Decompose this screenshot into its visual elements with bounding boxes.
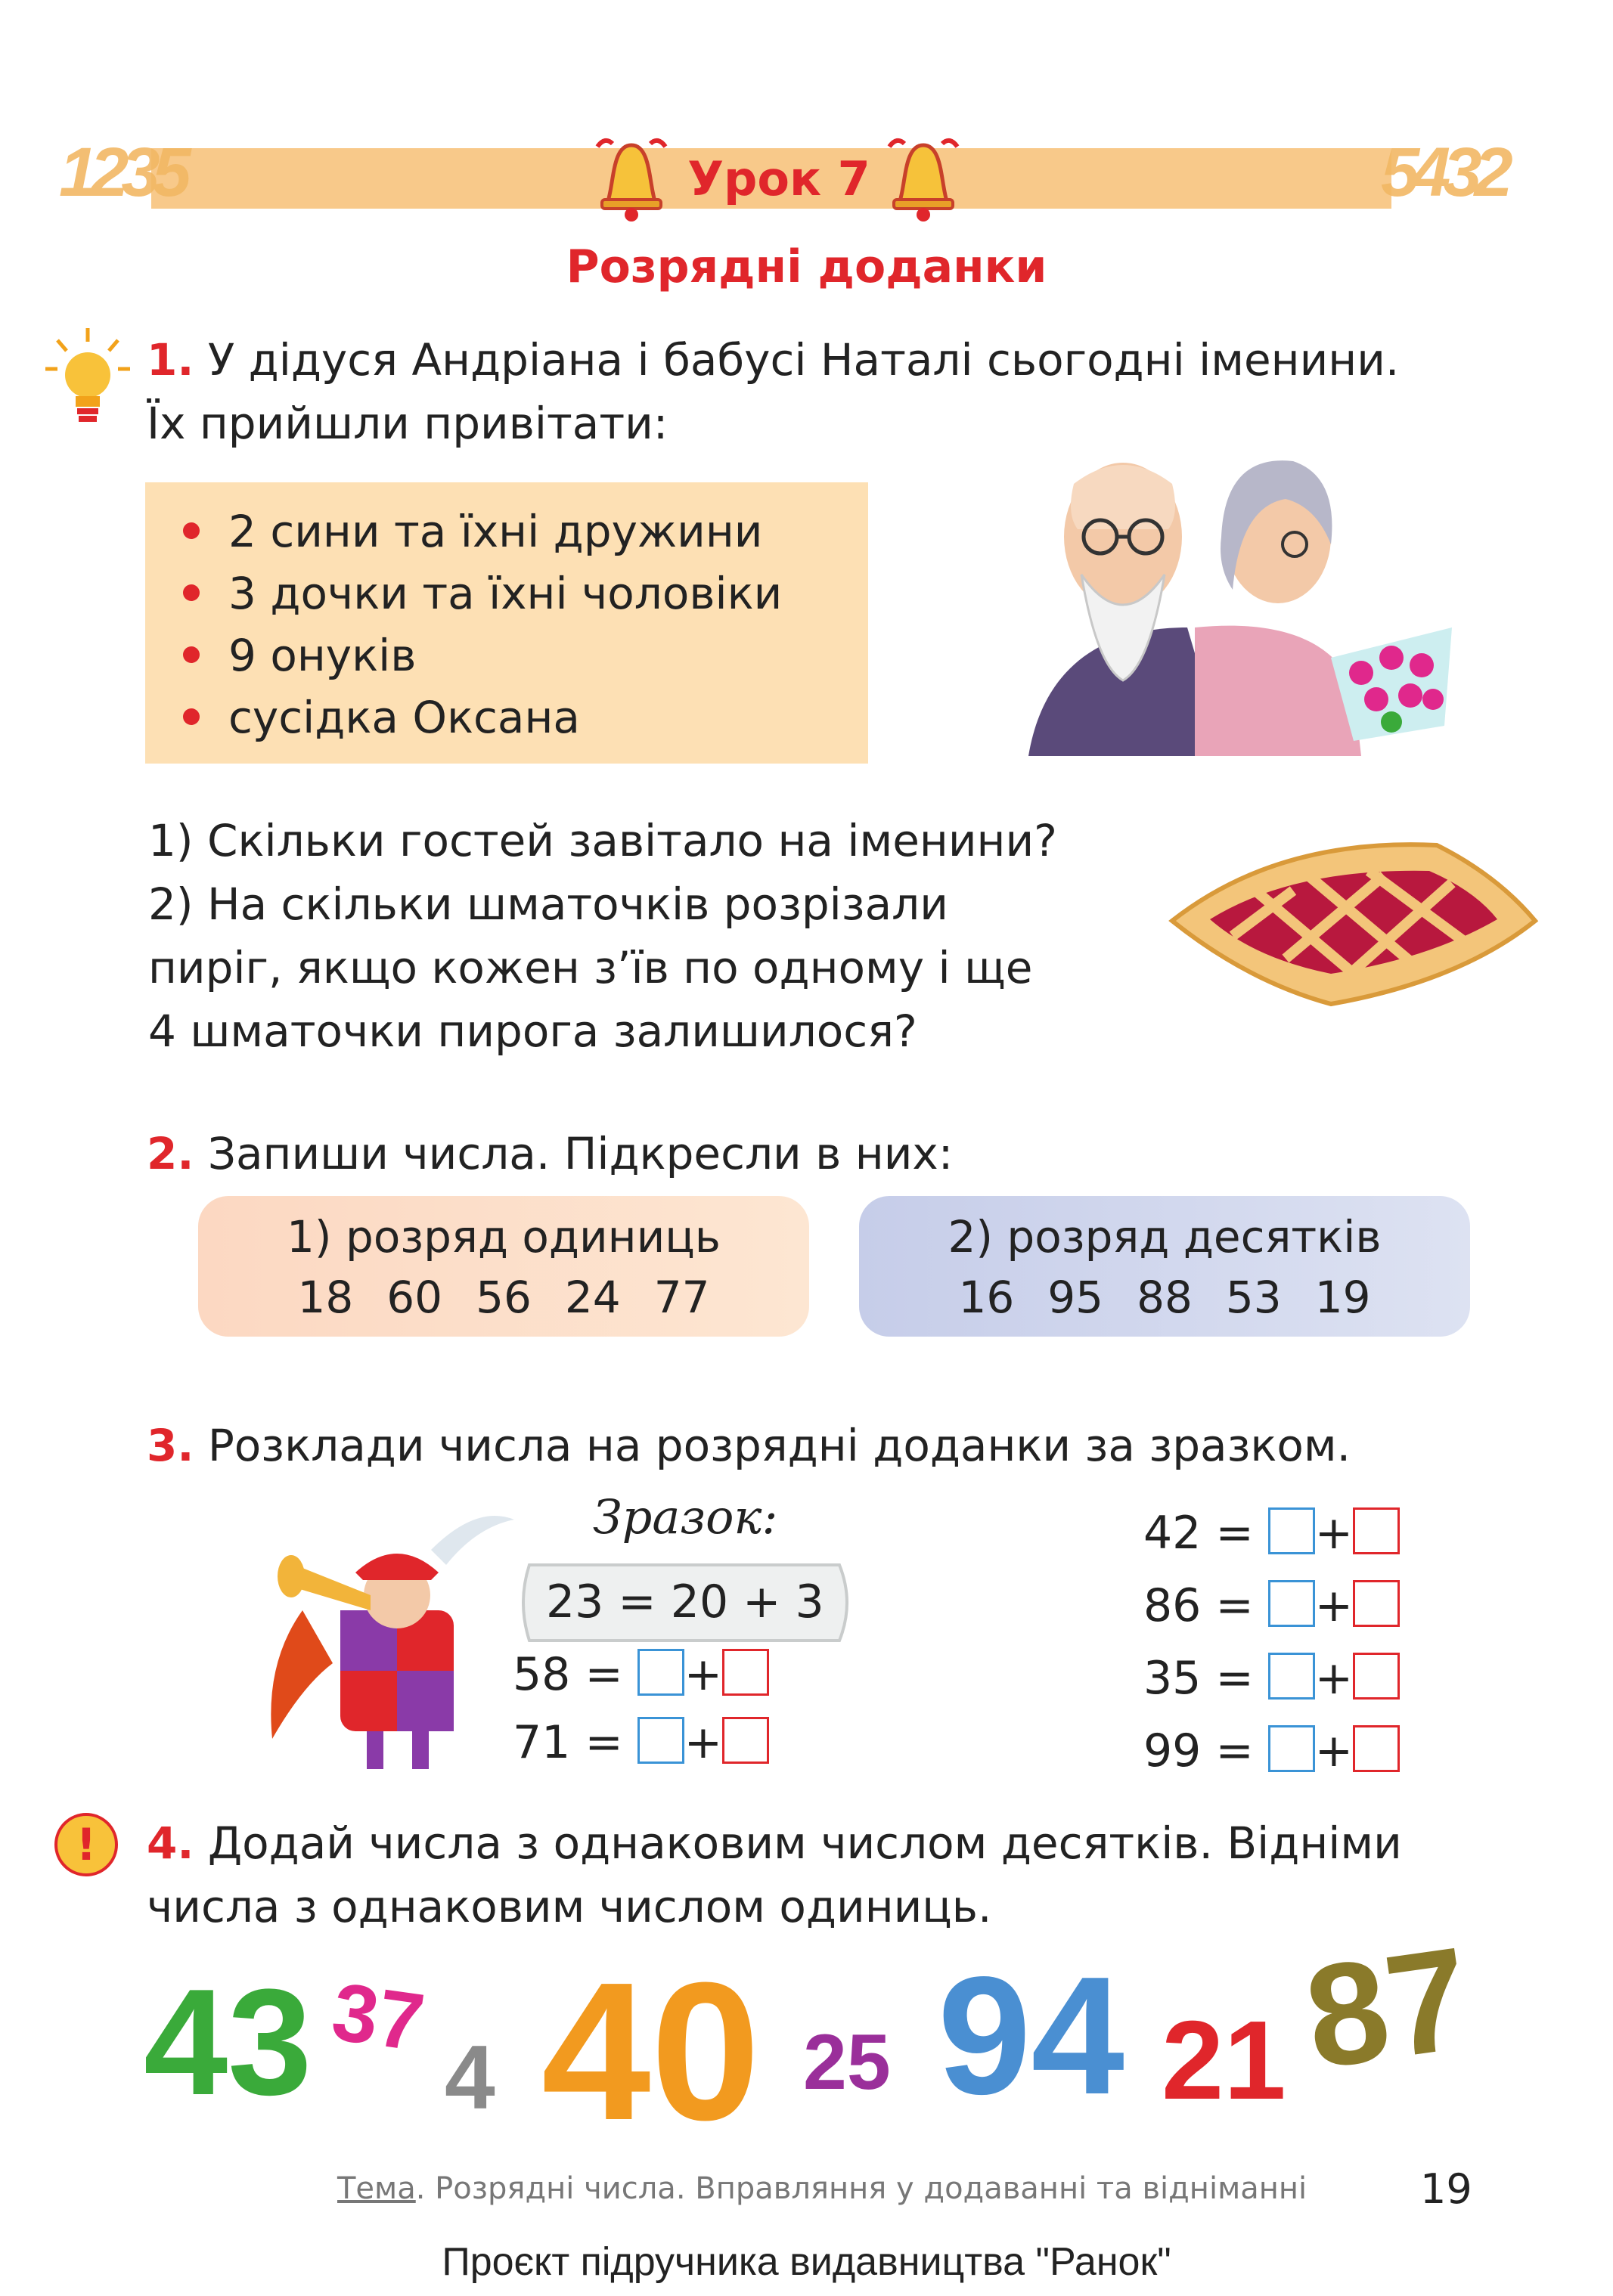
list-item: 3 дочки та їхні чоловіки	[183, 562, 868, 624]
ones-place-card	[198, 1196, 809, 1337]
equation-row: 86 = +	[1143, 1569, 1400, 1642]
page-title: Розрядні доданки	[566, 240, 1047, 293]
number-item: 24	[564, 1272, 621, 1323]
number-item: 88	[1137, 1272, 1193, 1323]
task2-text: Запиши числа. Підкресли в них:	[207, 1128, 954, 1179]
tens-place-card	[859, 1196, 1470, 1337]
task3-number: 3.	[147, 1420, 194, 1471]
equation-row: 71 = +	[513, 1709, 769, 1777]
ones-place-title: 1) розряд одиниць	[287, 1211, 721, 1263]
bullet-icon	[183, 708, 200, 725]
bell-icon-right	[882, 136, 965, 224]
number-21: 21	[1162, 1998, 1286, 2123]
ones-answer-box[interactable]	[1353, 1653, 1400, 1700]
equation-row: 42 = +	[1143, 1497, 1400, 1569]
sample-label: Зразок:	[593, 1489, 778, 1545]
number-item: 16	[958, 1272, 1015, 1323]
tens-place-title: 2) розряд десятків	[948, 1211, 1382, 1263]
number-43: 43	[144, 1958, 312, 2127]
herald-illustration	[257, 1489, 544, 1777]
task2-number: 2.	[147, 1128, 194, 1179]
bullet-icon	[183, 584, 200, 601]
pie-illustration	[1157, 830, 1550, 1012]
tens-answer-box[interactable]	[1268, 1507, 1315, 1554]
topic-label: Тема	[337, 2171, 416, 2206]
number-25: 25	[803, 2019, 891, 2106]
task3-text: Розклади числа на розрядні доданки за зразком.	[207, 1420, 1351, 1471]
ones-answer-box[interactable]	[722, 1717, 769, 1764]
task4-line2: числа з однаковим числом одиниць.	[147, 1881, 992, 1932]
task1-intro-line2: Їх прийшли привітати:	[147, 398, 668, 449]
task3-left-equations	[513, 1641, 769, 1777]
publisher-note: Проєкт підручника видавництва "Ранок"	[442, 2240, 1171, 2284]
number-item: 53	[1225, 1272, 1282, 1323]
number-94: 94	[938, 1942, 1124, 2130]
tens-answer-box[interactable]	[637, 1649, 684, 1696]
bullet-icon	[183, 646, 200, 663]
attention-icon: !	[54, 1813, 118, 1876]
lightbulb-icon	[42, 325, 133, 446]
task1-questions	[148, 809, 1162, 1063]
number-87: 87	[1296, 1916, 1479, 2099]
tens-answer-box[interactable]	[1268, 1580, 1315, 1627]
header-deco-right: 5432	[1381, 134, 1506, 211]
task1-intro	[147, 328, 1508, 455]
page-number: 19	[1420, 2165, 1472, 2213]
ones-answer-box[interactable]	[722, 1649, 769, 1696]
task4-instruction	[147, 1811, 1553, 1938]
equation-row: 99 = +	[1143, 1715, 1400, 1787]
ones-answer-box[interactable]	[1353, 1580, 1400, 1627]
task3-instruction	[147, 1414, 1553, 1477]
task1-question1: 1) Скільки гостей завітало на іменини?	[148, 815, 1057, 866]
lesson-title: Урок 7	[687, 150, 870, 206]
topic-footer	[337, 2171, 1307, 2206]
task1-question2-line1: 2) На скільки шматочків розрізали	[148, 878, 948, 930]
guest-list	[145, 482, 868, 748]
task1-number: 1.	[147, 334, 194, 386]
grandparents-illustration	[998, 438, 1467, 764]
task1-intro-line1: У дідуся Андріана і бабусі Наталі сьогодні іменини.	[207, 334, 1400, 386]
number-item: 95	[1047, 1272, 1104, 1323]
tens-answer-box[interactable]	[1268, 1653, 1315, 1700]
task1-question2-line2: пиріг, якщо кожен з’їв по одному і ще	[148, 942, 1033, 993]
bullet-icon	[183, 522, 200, 539]
number-item: 18	[297, 1272, 354, 1323]
number-4: 4	[445, 2027, 495, 2128]
task1-question2-line3: 4 шматочки пирога залишилося?	[148, 1005, 917, 1057]
task2-instruction	[147, 1122, 1508, 1185]
number-item: 77	[653, 1272, 710, 1323]
list-item: сусідка Оксана	[183, 686, 868, 748]
number-item: 56	[476, 1272, 532, 1323]
number-item: 19	[1314, 1272, 1371, 1323]
tens-answer-box[interactable]	[637, 1717, 684, 1764]
tens-place-numbers	[859, 1267, 1470, 1328]
ones-answer-box[interactable]	[1353, 1725, 1400, 1772]
list-item: 2 сини та їхні дружини	[183, 500, 868, 562]
guest-list-box	[145, 482, 868, 764]
header-deco-left: 1235	[59, 134, 184, 211]
equation-row: 58 = +	[513, 1641, 769, 1709]
task3-right-equations	[1143, 1497, 1400, 1787]
bell-icon-left	[590, 136, 673, 224]
sample-equation: 23 = 20 + 3	[546, 1576, 824, 1628]
number-item: 60	[386, 1272, 443, 1323]
number-37: 37	[327, 1965, 430, 2068]
tens-answer-box[interactable]	[1268, 1725, 1315, 1772]
ones-place-numbers	[198, 1267, 809, 1328]
list-item: 9 онуків	[183, 624, 868, 686]
task4-number: 4.	[147, 1817, 194, 1869]
ones-answer-box[interactable]	[1353, 1507, 1400, 1554]
topic-text: . Розрядні числа. Вправляння у додаванні та відніманні	[415, 2171, 1307, 2206]
equation-row: 35 = +	[1143, 1642, 1400, 1715]
number-40: 40	[541, 1942, 761, 2161]
task4-line1: Додай числа з однаковим числом десятків. Відніми	[207, 1817, 1402, 1869]
